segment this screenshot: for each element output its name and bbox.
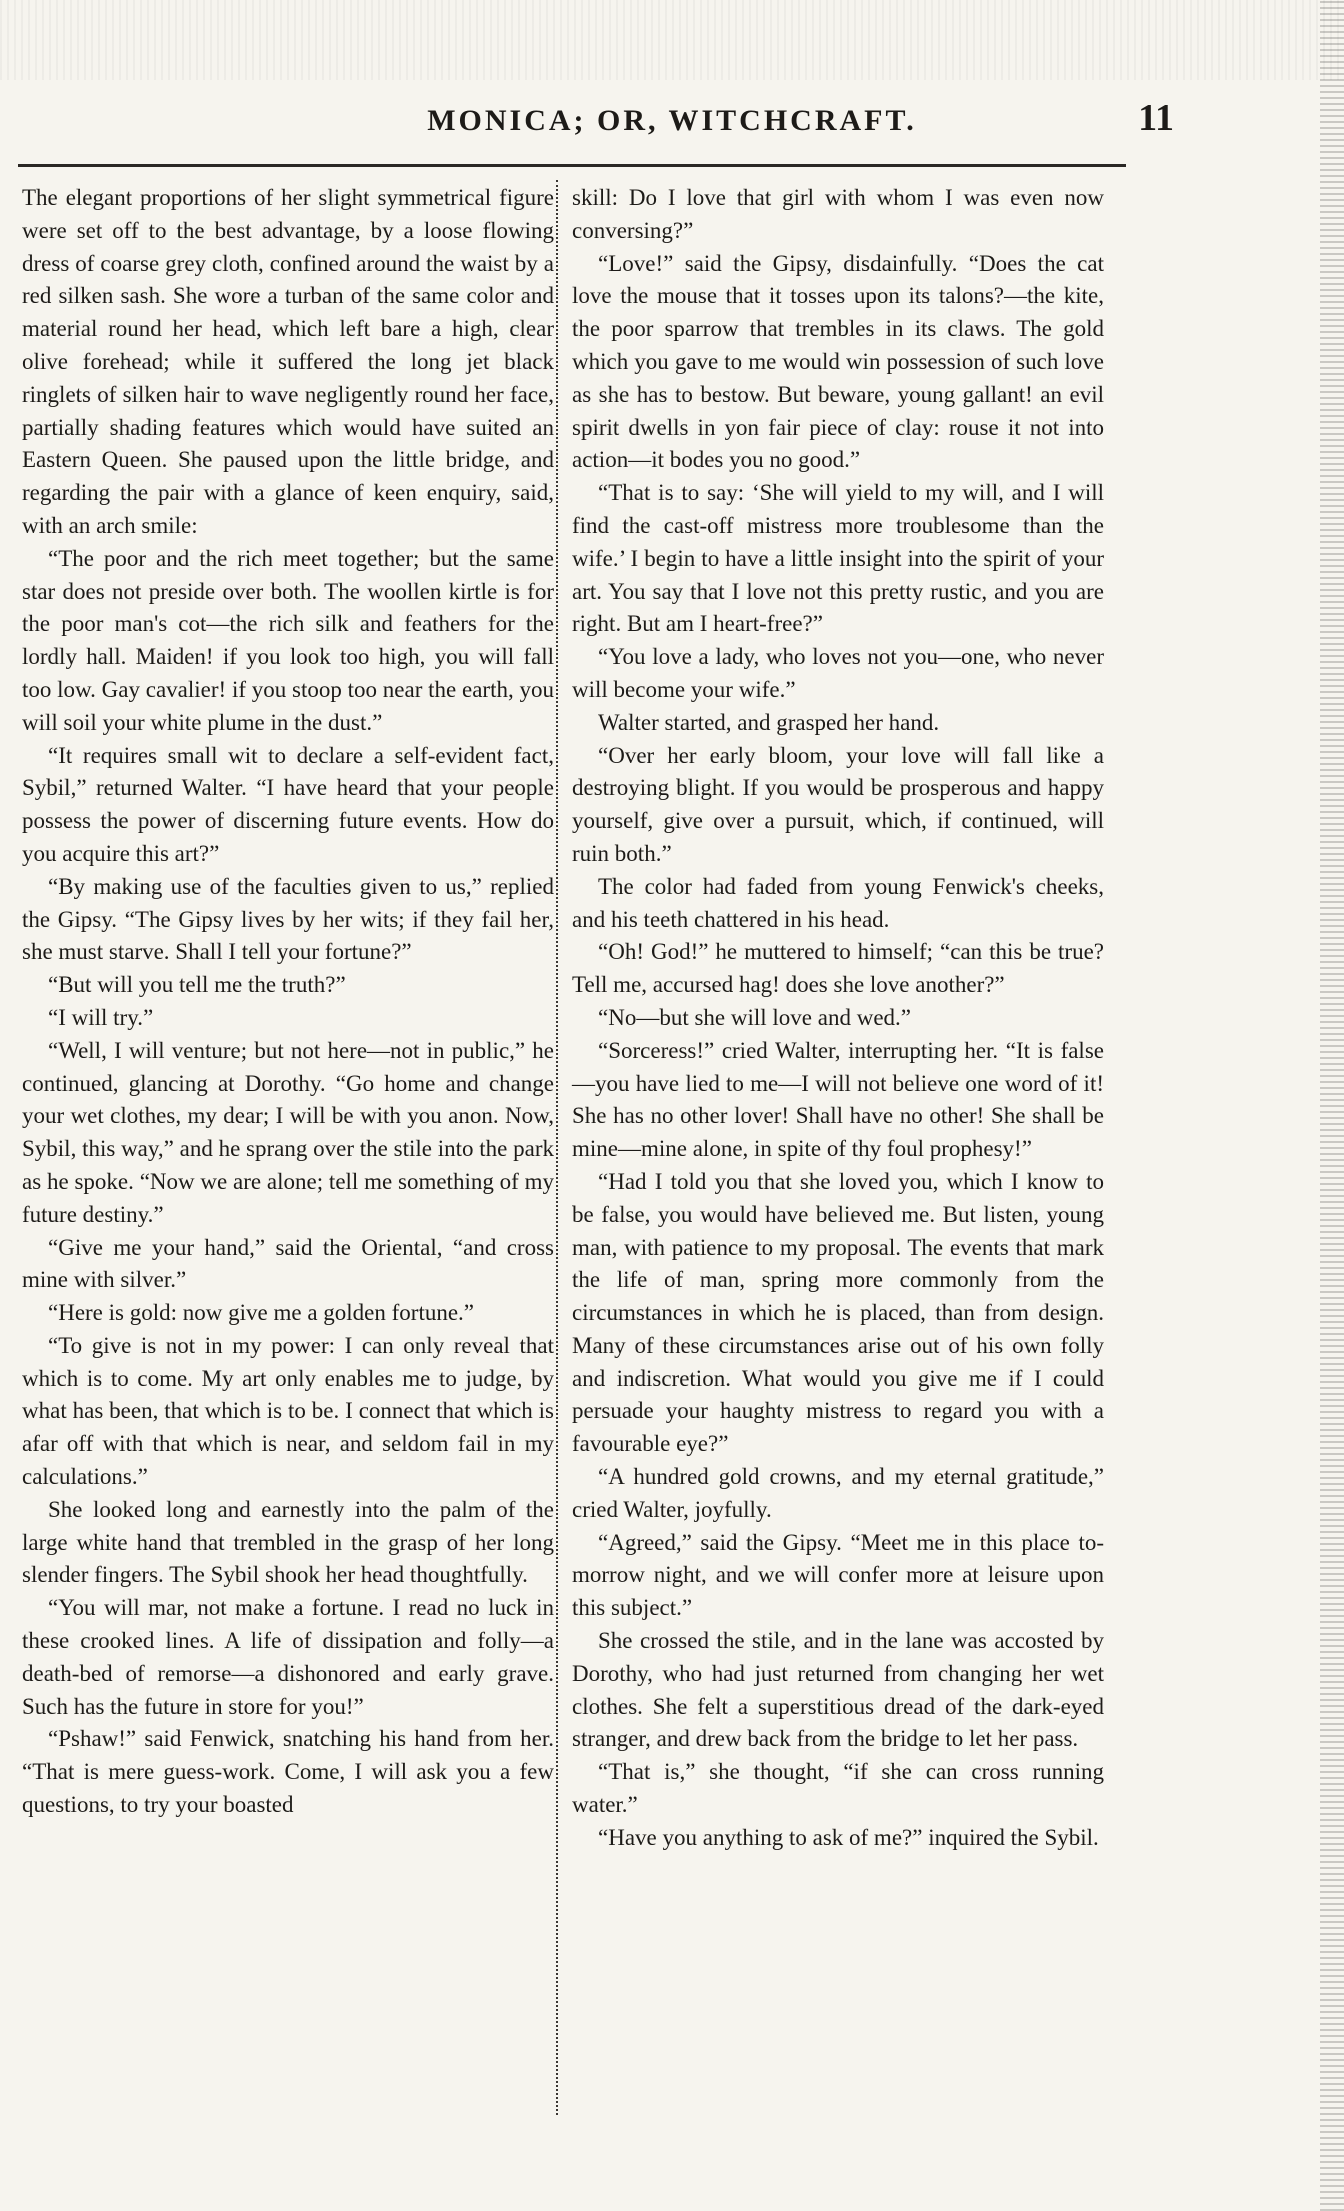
running-title: MONICA; OR, WITCHCRAFT.	[427, 104, 917, 137]
scan-noise-right-edge	[1320, 0, 1344, 2211]
paragraph: “A hundred gold crowns, and my eternal gratitude,” cried Walter, joyfully.	[572, 1464, 1104, 1522]
paragraph: She looked long and earnestly into the palm of the large white hand that trembled in the grasp of her long slender fingers. The Sybil shook her head thoughtfully.	[22, 1496, 554, 1588]
page-header	[0, 97, 1344, 154]
paragraph: She crossed the stile, and in the lane was accosted by Dorothy, who had just returned from changing her wet clothes. She felt a superstitious dread of the dark-eyed stranger, and drew back from the bridge to let her pass.	[572, 1628, 1104, 1752]
paragraph: skill: Do I love that girl with whom I was even now conversing?”	[572, 185, 1104, 243]
paragraph: “That is to say: ‘She will yield to my will, and I will find the cast-off mistress more troublesome than the wife.’ I begin to have a little insight into the spirit of your art. You say that I love not this pretty rustic, and you are right. But am I heart-free?”	[572, 480, 1104, 637]
paragraph: “Over her early bloom, your love will fall like a destroying blight. If you would be prosperous and happy yourself, give over a pursuit, which, if continued, will ruin both.”	[572, 742, 1104, 866]
paragraph: The elegant proportions of her slight symmetrical figure were set off to the best advantage, by a loose flowing dress of coarse grey cloth, confined around the waist by a red silken sash. She wore a turban of the same color and material round her head, which left bare a high, clear olive forehead; while it suffered the long jet black ringlets of silken hair to wave negligently round her face, partially shading features which would have suited an Eastern Queen. She paused upon the little bridge, and regarding the pair with a glance of keen enquiry, said, with an arch smile:	[22, 185, 554, 538]
header-rule	[18, 164, 1126, 167]
paragraph: “I will try.”	[48, 1004, 154, 1030]
paragraph: “Love!” said the Gipsy, disdainfully. “Does the cat love the mouse that it tosses upon its talons?—the kite, the poor sparrow that trembles in its claws. The gold which you gave to me would win possession of such love as she has to bestow. But beware, young gallant! an evil spirit dwells in yon fair piece of clay: rouse it not into action—it bodes you no good.”	[572, 250, 1104, 473]
paragraph: “That is,” she thought, “if she can cross running water.”	[572, 1759, 1104, 1818]
paragraph: “Here is gold: now give me a golden fortune.”	[48, 1300, 475, 1326]
page-number: 11	[1138, 97, 1174, 139]
paragraph: “Pshaw!” said Fenwick, snatching his hand from her. “That is mere guess-work. Come, I will ask you a few questions, to try your boasted	[22, 1726, 554, 1818]
paragraph: “To give is not in my power: I can only reveal that which is to come. My art only enables me to judge, by what has been, that which is to be. I connect that which is afar off with that which is near, and seldom fail in my calculations.”	[22, 1332, 554, 1490]
paragraph: “It requires small wit to declare a self-evident fact, Sybil,” returned Walter. “I have heard that your people possess the power of discerning future events. How do you acquire this art?”	[22, 742, 554, 866]
paragraph: “Sorceress!” cried Walter, interrupting her. “It is false—you have lied to me—I will not believe one word of it! She has no other lover! Shall have no other! She shall be mine—mine alone, in spite of thy foul prophesy!”	[572, 1037, 1104, 1162]
paragraph: The color had faded from young Fenwick's cheeks, and his teeth chattered in his head.	[572, 873, 1104, 932]
paragraph: “Well, I will venture; but not here—not in public,” he continued, glancing at Dorothy. “Go home and change your wet clothes, my dear; I will be with you anon. Now, Sybil, this way,” and he sprang over the stile into the park as he spoke. “Now we are alone; tell me something of my future destiny.”	[22, 1037, 554, 1227]
paragraph: “Had I told you that she loved you, which I know to be false, you would have believed me. But listen, young man, with patience to my proposal. The events that mark the life of man, spring more commonly from the circumstances in which he is placed, than from design. Many of these circumstances arise out of his own folly and indiscretion. What would you give me if I could persuade your haughty mistress to regard you with a favourable eye?”	[572, 1168, 1104, 1457]
paragraph: Walter started, and grasped her hand.	[598, 709, 940, 735]
left-column	[22, 182, 554, 1822]
paragraph: “Give me your hand,” said the Oriental, “and cross mine with silver.”	[22, 1234, 554, 1293]
right-column	[572, 182, 1104, 1855]
scan-noise-top	[0, 0, 1344, 80]
paragraph: “Have you anything to ask of me?” inquired the Sybil.	[598, 1824, 1099, 1850]
paragraph: “The poor and the rich meet together; but the same star does not preside over both. The woollen kirtle is for the poor man's cot—the rich silk and feathers for the lordly hall. Maiden! if you look too high, you will fall too low. Gay cavalier! if you stoop too near the earth, you will soil your white plume in the dust.”	[22, 545, 554, 735]
paragraph: “No—but she will love and wed.”	[598, 1004, 911, 1030]
paragraph: “By making use of the faculties given to us,” replied the Gipsy. “The Gipsy lives by her wits; if they fail her, she must starve. Shall I tell your fortune?”	[22, 873, 554, 965]
column-divider	[556, 180, 558, 2115]
paragraph: “You love a lady, who loves not you—one, who never will become your wife.”	[572, 644, 1104, 702]
paragraph: “Agreed,” said the Gipsy. “Meet me in this place to-morrow night, and we will confer more at leisure upon this subject.”	[572, 1529, 1104, 1621]
paragraph: “You will mar, not make a fortune. I read no luck in these crooked lines. A life of dissipation and folly—a death-bed of remorse—a dishonored and early grave. Such has the future in store for you!”	[22, 1595, 554, 1719]
paragraph: “But will you tell me the truth?”	[48, 972, 346, 998]
paragraph: “Oh! God!” he muttered to himself; “can this be true? Tell me, accursed hag! does she love another?”	[572, 939, 1104, 998]
